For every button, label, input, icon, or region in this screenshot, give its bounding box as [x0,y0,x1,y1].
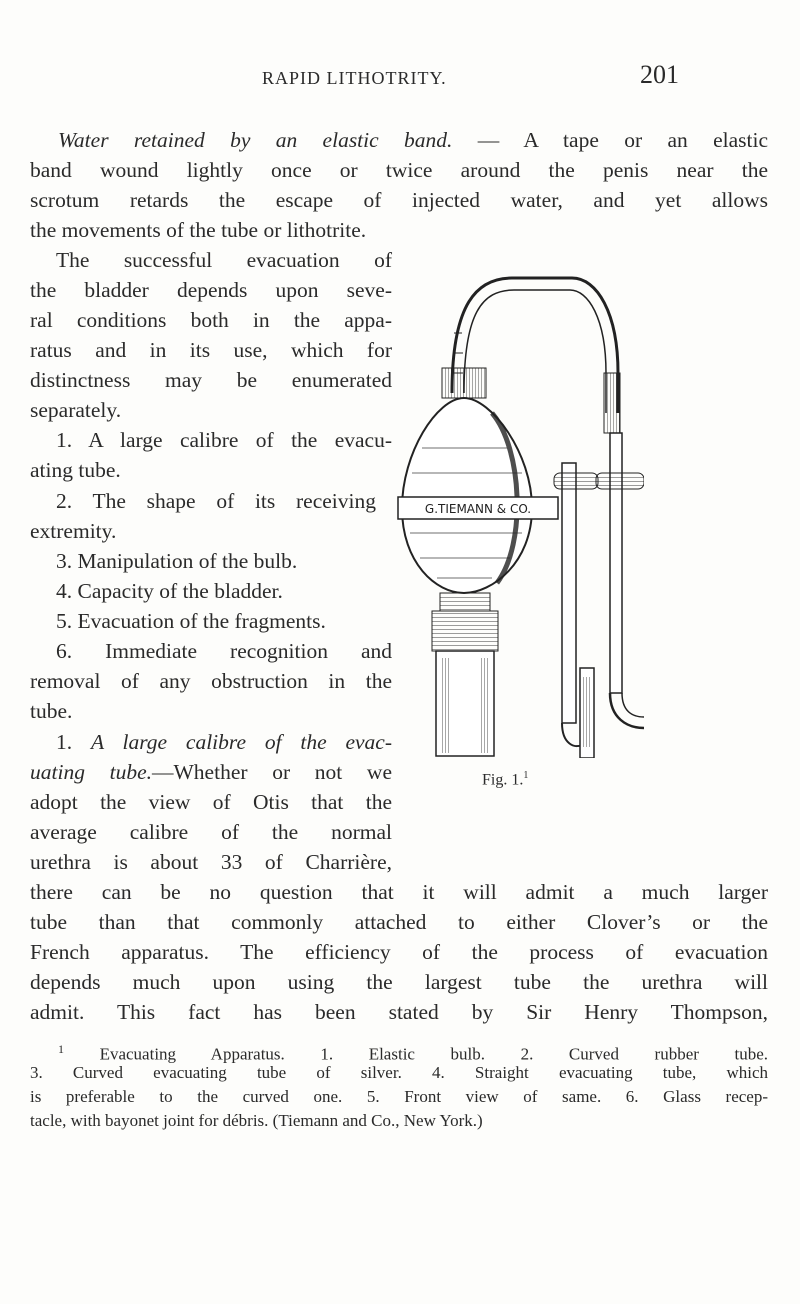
figure-caption-text: Fig. 1. [482,771,524,789]
condition-item: 1. A large calibre of the evacu- [56,428,392,452]
footnote-marker: 1 [58,1042,64,1056]
maker-label: G.TIEMANN & CO. [424,502,532,516]
para2-line: distinctness may be enumerated [30,368,392,392]
para3-line: tube than that commonly attached to either Clover’s or the [30,910,768,934]
para2-line: the bladder depends upon seve- [30,278,392,302]
page-number: 201 [640,60,679,89]
condition-item: tube. [30,699,73,723]
para1-line: the movements of the tube or lithotrite. [30,218,367,242]
para3-line2-rest: —Whether or not we [152,760,392,784]
para3-line: French apparatus. The efficiency of the process of evacuation [30,940,768,964]
para2-line: ratus and in its use, which for [30,338,392,362]
para1-lead: Water retained by an elastic band. [58,128,453,152]
running-title: RAPID LITHOTRITY. [262,68,447,88]
condition-item: 2. The shape of its receiving [56,489,376,513]
condition-item: 3. Manipulation of the bulb. [56,549,298,573]
para3-line: there can be no question that it will admit a much larger [30,880,768,904]
footnote-line1: Evacuating Apparatus. 1. Elastic bulb. 2. Curved rubber tube. [64,1044,768,1064]
footnote-line: tacle, with bayonet joint for débris. (Tiemann and Co., New York.) [30,1111,483,1130]
para3-line [56,728,392,756]
evacuating-apparatus-figure [382,273,644,758]
condition-item: 6. Immediate recognition and [56,639,392,663]
para2-line: ral conditions both in the appa- [30,308,392,332]
para3-line: admit. This fact has been stated by Sir Henry Thompson, [30,1000,768,1024]
page-header [0,58,800,98]
para2-line: separately. [30,398,122,422]
para3-line: adopt the view of Otis that the [30,790,392,814]
para3-line: average calibre of the normal [30,820,392,844]
para3-num: 1. [56,730,91,754]
para1-line [30,126,768,154]
para1-line: scrotum retards the escape of injected water, and yet allows [30,188,768,212]
condition-item: 5. Evacuation of the fragments. [56,609,326,633]
para3-line: depends much upon using the largest tube the urethra will [30,970,768,994]
para3-lead2: uating tube. [30,760,153,784]
condition-item: extremity. [30,519,117,543]
footnote-line: is preferable to the curved one. 5. Front view of same. 6. Glass recep- [30,1087,768,1106]
figure-caption [482,770,528,789]
para3-line [30,758,392,786]
footnote-line: 3. Curved evacuating tube of silver. 4. Straight evacuating tube, which [30,1063,768,1082]
condition-item: 4. Capacity of the bladder. [56,579,283,603]
para2-line: The successful evacuation of [56,248,392,272]
para3-line: urethra is about 33 of Charrière, [30,850,392,874]
para1-line: band wound lightly once or twice around the penis near the [30,158,768,182]
para3-lead1: A large calibre of the evac- [90,730,393,754]
para1-line1-rest: — A tape or an elastic [452,128,768,152]
condition-item: ating tube. [30,458,121,482]
condition-item: removal of any obstruction in the [30,669,392,693]
figure-caption-ref: 1 [523,770,529,781]
